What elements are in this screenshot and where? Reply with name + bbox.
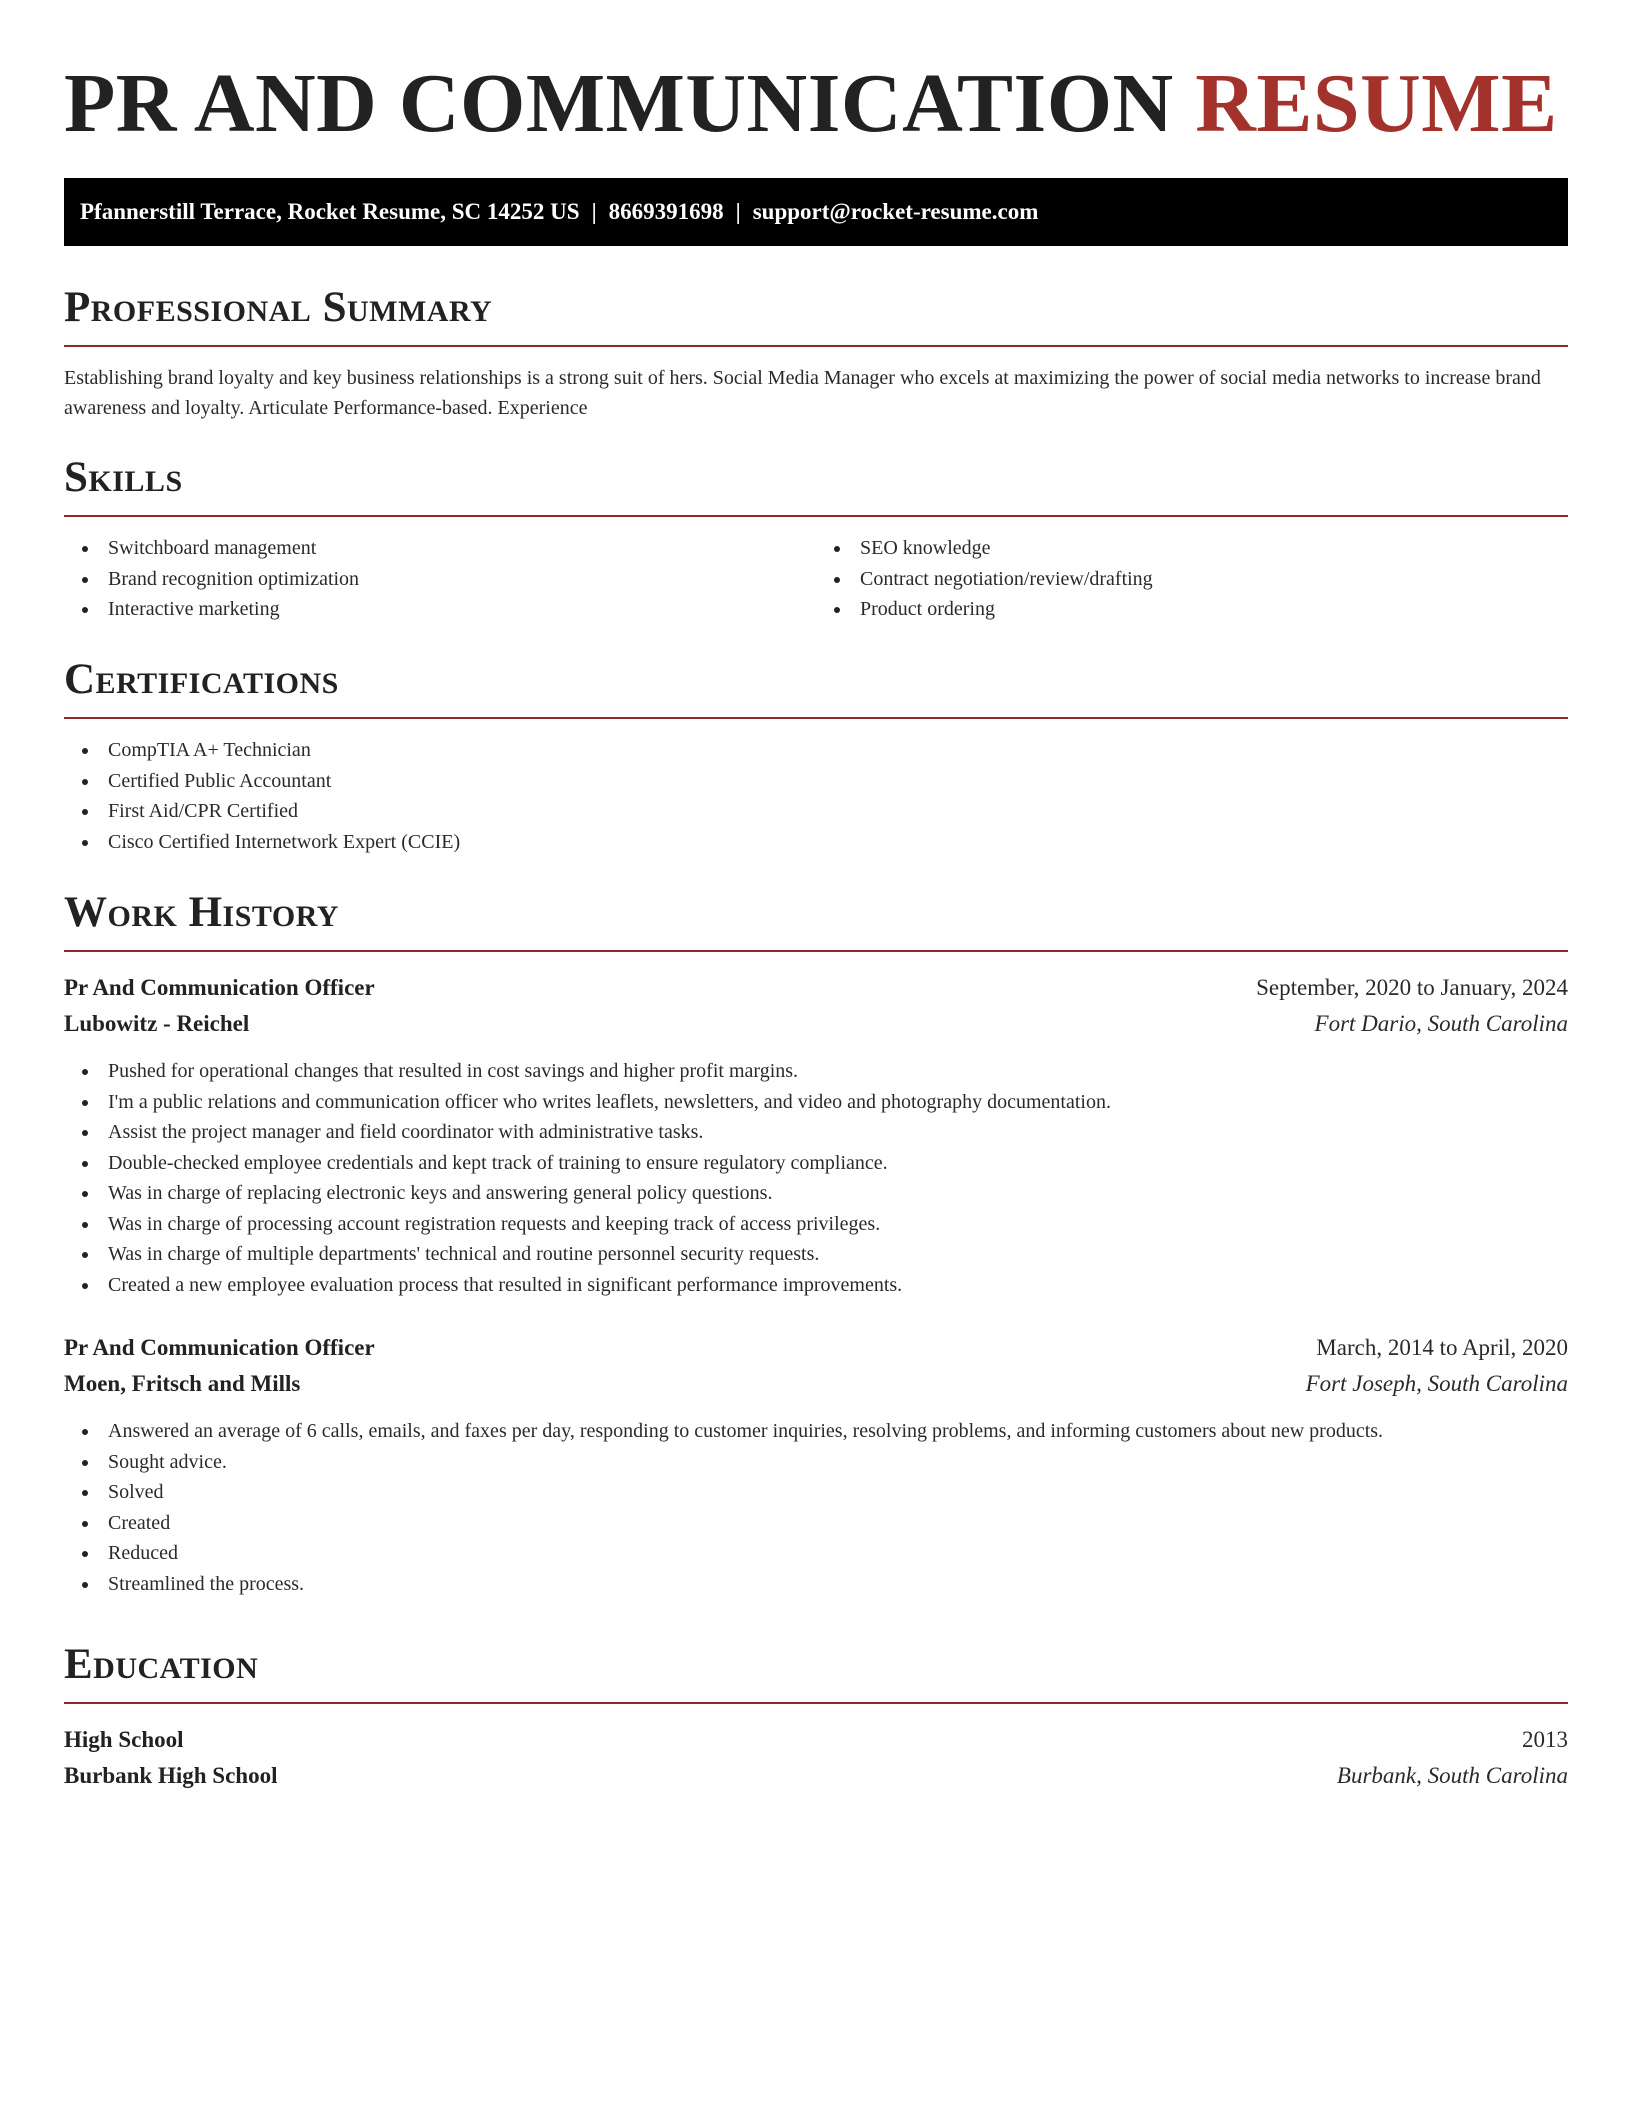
job-bullet: I'm a public relations and communication officer who writes leaflets, newsletters, and video and photography documentation.: [64, 1087, 1568, 1118]
contact-bar: [64, 178, 1568, 246]
job-entry: [64, 970, 1568, 1300]
job-bullet: Created: [64, 1508, 1568, 1539]
job-bullets: [64, 1056, 1568, 1300]
education-heading: Education: [64, 1641, 259, 1688]
education-header: [64, 1722, 1568, 1758]
certification-item: Certified Public Accountant: [64, 766, 1568, 797]
education-school: Burbank High School: [64, 1763, 278, 1788]
skill-item: SEO knowledge: [816, 533, 1568, 564]
work-history-section: [64, 888, 1568, 1599]
job-bullet: Answered an average of 6 calls, emails, and faxes per day, responding to customer inquiries, resolving problems, and informing customers about new products.: [64, 1416, 1568, 1447]
certifications-heading: Certifications: [64, 656, 339, 703]
job-bullet: Sought advice.: [64, 1447, 1568, 1478]
job-bullets: [64, 1416, 1568, 1599]
section-divider: [64, 717, 1568, 719]
job-bullet: Solved: [64, 1477, 1568, 1508]
job-company: Moen, Fritsch and Mills: [64, 1371, 301, 1396]
job-company: Lubowitz - Reichel: [64, 1011, 250, 1036]
certifications-list: [64, 735, 1568, 857]
education-section: [64, 1640, 1568, 1794]
job-bullet: Streamlined the process.: [64, 1569, 1568, 1600]
job-bullet: Double-checked employee credentials and kept track of training to ensure regulatory compliance.: [64, 1148, 1568, 1179]
job-bullet: Assist the project manager and field coordinator with administrative tasks.: [64, 1117, 1568, 1148]
certifications-section: [64, 655, 1568, 857]
job-dates: September, 2020 to January, 2024: [1256, 975, 1568, 1000]
education-location: Burbank, South Carolina: [1336, 1763, 1568, 1788]
job-location: Fort Dario, South Carolina: [1314, 1011, 1568, 1036]
education-year: 2013: [1522, 1727, 1568, 1752]
skills-heading: Skills: [64, 454, 183, 501]
job-bullet: Reduced: [64, 1538, 1568, 1569]
job-header: [64, 970, 1568, 1006]
skill-item: Product ordering: [816, 594, 1568, 625]
job-subheader: [64, 1006, 1568, 1042]
skill-item: Contract negotiation/review/drafting: [816, 564, 1568, 595]
contact-phone[interactable]: 8669391698: [608, 199, 724, 224]
title-accent: RESUME: [1195, 57, 1558, 150]
skills-grid: [64, 517, 1568, 625]
certification-item: Cisco Certified Internetwork Expert (CCIE): [64, 827, 1568, 858]
certification-item: CompTIA A+ Technician: [64, 735, 1568, 766]
summary-text: Establishing brand loyalty and key business relationships is a strong suit of hers. Social Media Manager who excels at maximizing the power of social media networks to increase brand awareness and loyalty. Articulate Performance-based. Experience: [64, 367, 1541, 419]
contact-separator: |: [591, 199, 597, 224]
job-entry: [64, 1330, 1568, 1599]
job-bullet: Was in charge of replacing electronic keys and answering general policy questions.: [64, 1178, 1568, 1209]
job-bullet: Was in charge of processing account registration requests and keeping track of access privileges.: [64, 1209, 1568, 1240]
education-subheader: [64, 1758, 1568, 1794]
skill-item: Interactive marketing: [64, 594, 816, 625]
job-title: Pr And Communication Officer: [64, 1335, 375, 1360]
contact-separator: |: [735, 199, 741, 224]
job-dates: March, 2014 to April, 2020: [1316, 1335, 1568, 1360]
skills-list-right: [816, 533, 1568, 625]
job-title: Pr And Communication Officer: [64, 975, 375, 1000]
skill-item: Brand recognition optimization: [64, 564, 816, 595]
skills-section: [64, 453, 1568, 625]
contact-email[interactable]: support@rocket-resume.com: [752, 199, 1039, 224]
section-divider: [64, 1702, 1568, 1704]
resume-title: [64, 0, 1568, 152]
contact-address: Pfannerstill Terrace, Rocket Resume, SC 14252 US: [80, 199, 580, 224]
title-main: PR AND COMMUNICATION: [64, 57, 1174, 150]
education-entry: [64, 1722, 1568, 1794]
job-subheader: [64, 1366, 1568, 1402]
education-degree: High School: [64, 1727, 184, 1752]
skill-item: Switchboard management: [64, 533, 816, 564]
job-bullet: Was in charge of multiple departments' technical and routine personnel security requests.: [64, 1239, 1568, 1270]
section-divider: [64, 345, 1568, 347]
job-bullet: Created a new employee evaluation process that resulted in significant performance improvements.: [64, 1270, 1568, 1301]
skills-list-left: [64, 533, 816, 625]
job-bullet: Pushed for operational changes that resulted in cost savings and higher profit margins.: [64, 1056, 1568, 1087]
certification-item: First Aid/CPR Certified: [64, 796, 1568, 827]
section-divider: [64, 950, 1568, 952]
work-history-heading: Work History: [64, 889, 339, 936]
summary-section: [64, 283, 1568, 423]
job-header: [64, 1330, 1568, 1366]
job-location: Fort Joseph, South Carolina: [1305, 1371, 1568, 1396]
summary-heading: Professional Summary: [64, 284, 493, 331]
